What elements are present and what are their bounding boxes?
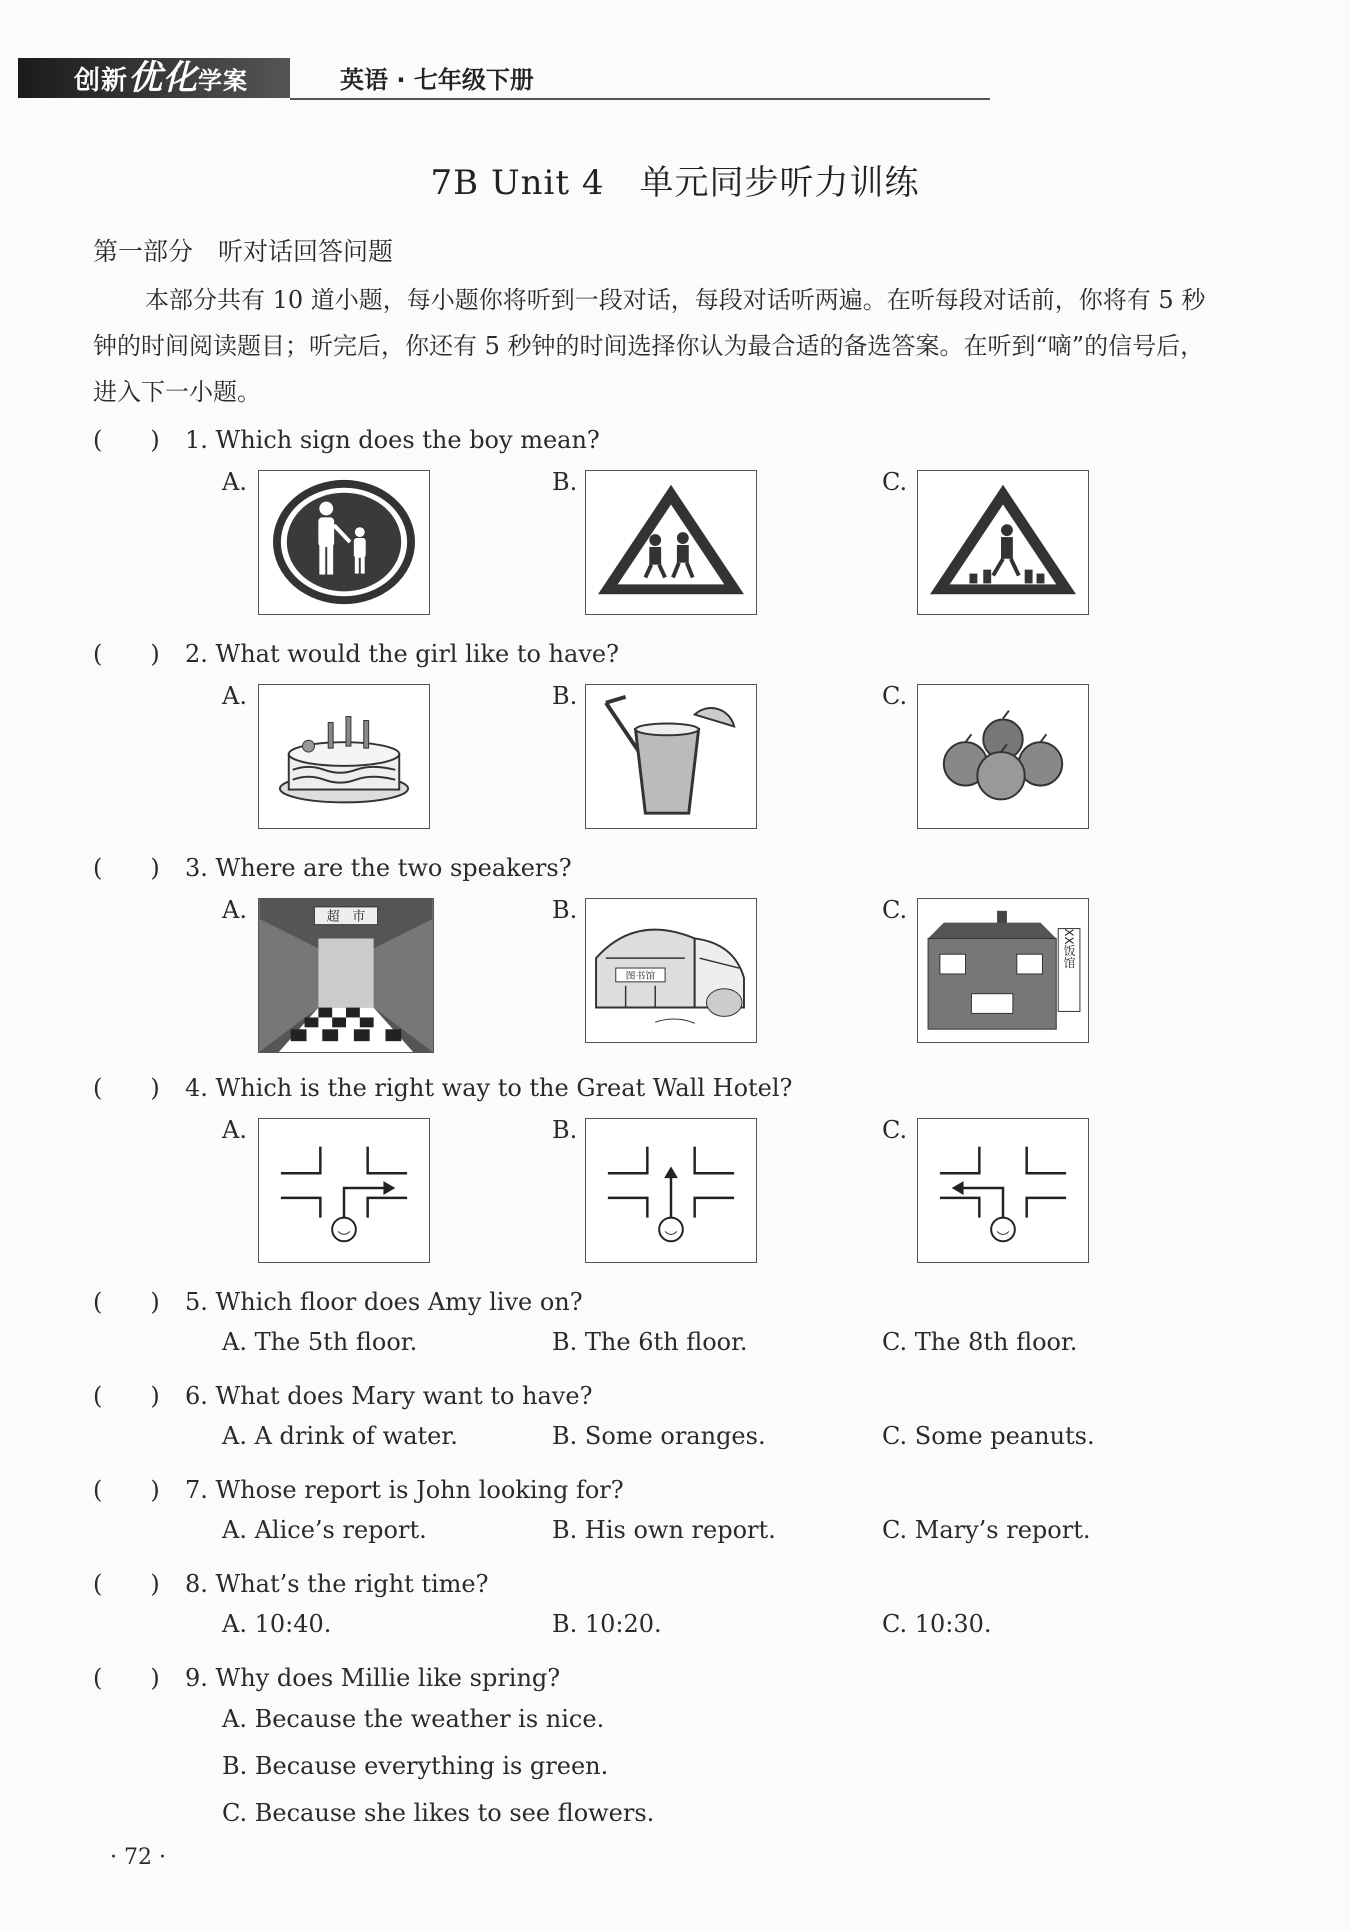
option-a[interactable]: A. 10:40. [222, 1610, 332, 1638]
supermarket-icon [259, 899, 433, 1052]
option-label-a: A. [222, 896, 247, 924]
option-label-b: B. [552, 468, 578, 496]
option-image-zebra-crossing-sign[interactable] [917, 470, 1089, 615]
question-6 [93, 1376, 592, 1411]
book-title: 英语 · 七年级下册 [340, 66, 534, 94]
question-text: 1. Which sign does the boy mean? [185, 426, 600, 454]
option-a[interactable]: A. Alice’s report. [222, 1516, 427, 1544]
option-image-supermarket[interactable] [258, 898, 434, 1053]
option-b[interactable]: B. His own report. [552, 1516, 776, 1544]
answer-blank[interactable]: ( ) [93, 1664, 160, 1692]
option-image-library[interactable] [585, 898, 757, 1043]
answer-blank[interactable]: ( ) [93, 1570, 160, 1598]
option-label-b: B. [552, 1116, 578, 1144]
question-8 [93, 1564, 489, 1599]
option-a[interactable]: A. A drink of water. [222, 1422, 458, 1450]
option-image-restaurant[interactable] [917, 898, 1089, 1043]
option-b[interactable]: B. Because everything is green. [222, 1752, 609, 1780]
answer-blank[interactable]: ( ) [93, 426, 160, 454]
option-c[interactable]: C. Because she likes to see flowers. [222, 1799, 655, 1827]
question-7 [93, 1470, 624, 1505]
juice-glass-icon [586, 685, 756, 828]
brand-text-a: 创新 [74, 66, 129, 96]
option-label-c: C. [882, 468, 908, 496]
library-sign: 图书馆 [625, 970, 656, 982]
option-label-b: B. [552, 896, 578, 924]
page-header [18, 58, 978, 102]
go-straight-map-icon [586, 1119, 756, 1262]
option-label-b: B. [552, 682, 578, 710]
question-9 [93, 1658, 560, 1693]
option-a[interactable]: A. The 5th floor. [222, 1328, 418, 1356]
question-3 [93, 848, 572, 883]
cake-icon [259, 685, 429, 828]
option-c[interactable]: C. 10:30. [882, 1610, 992, 1638]
question-text: 7. Whose report is John looking for? [185, 1476, 624, 1504]
pedestrian-sign-icon [259, 471, 429, 614]
brand-text-b: 优化 [128, 58, 199, 98]
answer-blank[interactable]: ( ) [93, 1074, 160, 1102]
turn-right-map-icon [259, 1119, 429, 1262]
option-b[interactable]: B. 10:20. [552, 1610, 662, 1638]
option-c[interactable]: C. Mary’s report. [882, 1516, 1091, 1544]
option-label-c: C. [882, 682, 908, 710]
option-label-a: A. [222, 1116, 247, 1144]
brand-text-c: 学案 [198, 67, 249, 95]
question-2 [93, 634, 619, 669]
restaurant-sign: XX饭馆 [1062, 928, 1077, 969]
answer-blank[interactable]: ( ) [93, 1476, 160, 1504]
answer-blank[interactable]: ( ) [93, 1288, 160, 1316]
answer-blank[interactable]: ( ) [93, 640, 160, 668]
option-c[interactable]: C. The 8th floor. [882, 1328, 1078, 1356]
instructions-text: 本部分共有 10 道小题，每小题你将听到一段对话，每段对话听两遍。在听每段对话前，你将有 5 秒钟的时间阅读题目；听完后，你还有 5 秒钟的时间选择你认为最合适的备选答案。在听到“嘀”的信号后，进入下一小题。 [93, 286, 1206, 406]
supermarket-sign: 超 市 [326, 909, 366, 925]
option-label-a: A. [222, 682, 247, 710]
option-image-turn-left[interactable] [917, 1118, 1089, 1263]
option-b[interactable]: B. The 6th floor. [552, 1328, 748, 1356]
option-b[interactable]: B. Some oranges. [552, 1422, 766, 1450]
question-text: 9. Why does Millie like spring? [185, 1664, 561, 1692]
option-label-c: C. [882, 896, 908, 924]
option-image-go-straight[interactable] [585, 1118, 757, 1263]
question-text: 4. Which is the right way to the Great Wall Hotel? [185, 1074, 793, 1102]
children-crossing-icon [586, 471, 756, 614]
section-title: 第一部分 听对话回答问题 [93, 237, 394, 266]
page-title: 7B Unit 4 单元同步听力训练 [430, 163, 920, 203]
question-text: 5. Which floor does Amy live on? [185, 1288, 583, 1316]
option-a[interactable]: A. Because the weather is nice. [222, 1705, 605, 1733]
question-text: 2. What would the girl like to have? [185, 640, 619, 668]
zebra-crossing-icon [918, 471, 1088, 614]
option-image-turn-right[interactable] [258, 1118, 430, 1263]
library-icon [586, 899, 756, 1042]
header-divider [290, 98, 990, 100]
brand-logo [18, 58, 290, 98]
question-5 [93, 1282, 583, 1317]
question-4 [93, 1068, 792, 1103]
option-image-pedestrian-sign[interactable] [258, 470, 430, 615]
question-1 [93, 420, 600, 455]
option-image-children-crossing-sign[interactable] [585, 470, 757, 615]
question-text: 3. Where are the two speakers? [185, 854, 572, 882]
option-label-a: A. [222, 468, 247, 496]
answer-blank[interactable]: ( ) [93, 1382, 160, 1410]
turn-left-map-icon [918, 1119, 1088, 1262]
option-image-juice[interactable] [585, 684, 757, 829]
answer-blank[interactable]: ( ) [93, 854, 160, 882]
option-label-c: C. [882, 1116, 908, 1144]
option-c[interactable]: C. Some peanuts. [882, 1422, 1095, 1450]
option-image-oranges[interactable] [917, 684, 1089, 829]
page-number: · 72 · [110, 1845, 166, 1870]
question-text: 8. What’s the right time? [185, 1570, 489, 1598]
question-text: 6. What does Mary want to have? [185, 1382, 593, 1410]
restaurant-icon [918, 899, 1088, 1042]
option-image-cake[interactable] [258, 684, 430, 829]
oranges-icon [918, 685, 1088, 828]
instructions [93, 277, 1218, 415]
